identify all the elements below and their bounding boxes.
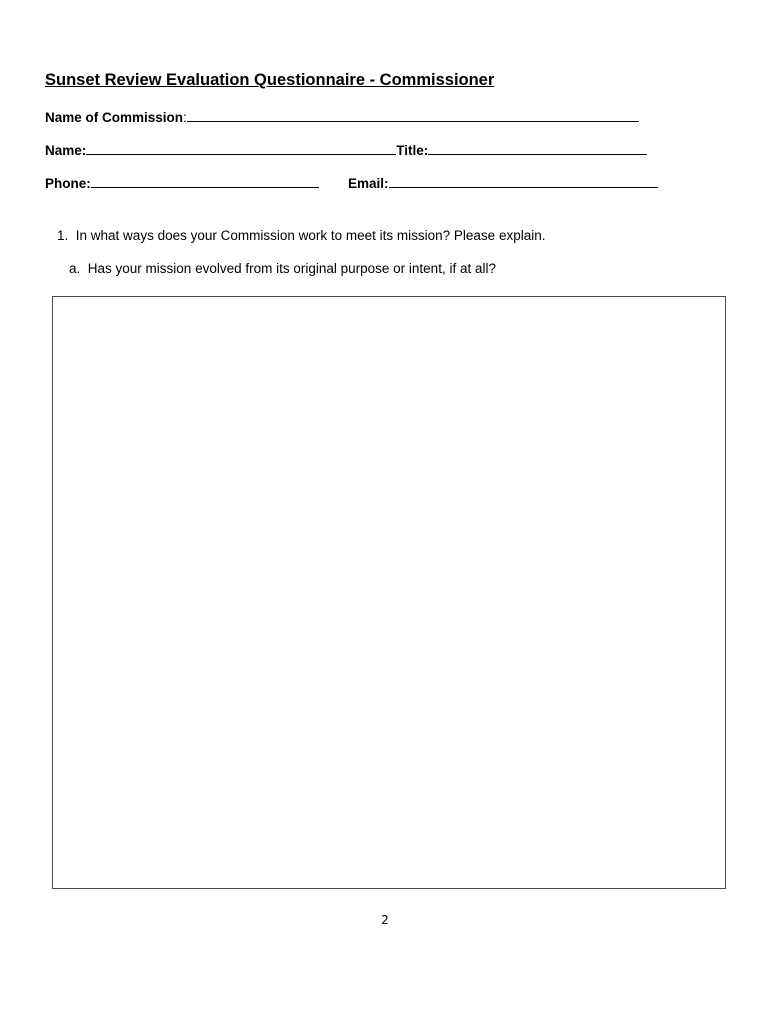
phone-field[interactable] [91,175,319,188]
commission-name-label: Name of Commission [45,110,184,125]
subquestion-text: Has your mission evolved from its original purpose or intent, if at all? [87,261,496,276]
question-text: In what ways does your Commission work to meet its mission? Please explain. [75,228,546,243]
answer-text-box[interactable] [52,296,726,889]
name-label: Name: [45,143,87,158]
email-field-row [348,175,658,191]
page-number: 2 [381,913,389,927]
phone-field-row [45,175,319,191]
commission-name-colon: : [183,110,187,125]
subquestion-letter: a. [69,261,81,276]
question-1 [57,228,545,243]
name-title-field-row [45,142,647,158]
email-field[interactable] [389,175,658,188]
email-label: Email: [348,176,389,191]
document-title: Sunset Review Evaluation Questionnaire - Commissioner [45,71,495,89]
name-field[interactable] [86,142,396,155]
commission-field-row [45,109,639,125]
title-label: Title: [396,143,429,158]
title-field[interactable] [428,142,647,155]
subquestion-a [69,261,496,276]
phone-label: Phone: [45,176,91,191]
commission-name-field[interactable] [187,109,639,122]
question-number: 1. [57,228,69,243]
